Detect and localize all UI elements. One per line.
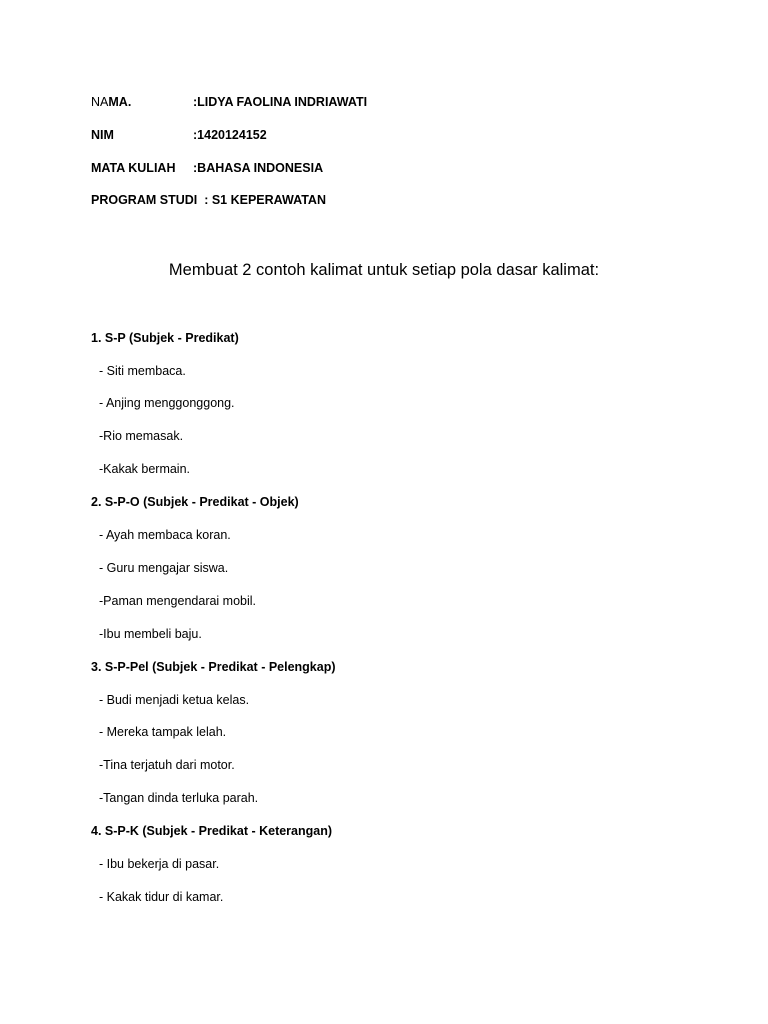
list-item: -Tangan dinda terluka parah. bbox=[99, 791, 259, 805]
program-studi-line: PROGRAM STUDI : S1 KEPERAWATAN bbox=[91, 193, 326, 207]
mata-kuliah-value: :BAHASA INDONESIA bbox=[193, 161, 324, 175]
page-title: Membuat 2 contoh kalimat untuk setiap pola dasar kalimat: bbox=[168, 261, 600, 279]
list-item: - Budi menjadi ketua kelas. bbox=[99, 693, 250, 707]
nama-label-part: NA bbox=[91, 95, 109, 109]
list-item: - Siti membaca. bbox=[99, 364, 186, 378]
list-item: -Kakak bermain. bbox=[99, 462, 191, 476]
list-item: -Rio memasak. bbox=[99, 429, 184, 443]
section-heading-3: 3. S-P-Pel (Subjek - Predikat - Pelengkap) bbox=[91, 660, 336, 674]
list-item: - Ibu bekerja di pasar. bbox=[99, 857, 220, 871]
list-item: -Tina terjatuh dari motor. bbox=[99, 758, 235, 772]
list-item: - Ayah membaca koran. bbox=[99, 528, 231, 542]
list-item: -Paman mengendarai mobil. bbox=[99, 594, 257, 608]
list-item: - Guru mengajar siswa. bbox=[99, 561, 229, 575]
list-item: - Anjing menggonggong. bbox=[99, 396, 235, 410]
mata-kuliah-label: MATA KULIAH bbox=[91, 161, 176, 175]
nama-label bbox=[91, 94, 131, 110]
section-heading-1: 1. S-P (Subjek - Predikat) bbox=[91, 331, 239, 345]
nim-value: :1420124152 bbox=[193, 128, 267, 142]
section-heading-4: 4. S-P-K (Subjek - Predikat - Keterangan) bbox=[91, 824, 333, 838]
nama-value: :LIDYA FAOLINA INDRIAWATI bbox=[193, 95, 368, 109]
section-heading-2: 2. S-P-O (Subjek - Predikat - Objek) bbox=[91, 495, 299, 509]
nama-label-bold-part: MA. bbox=[108, 95, 132, 109]
list-item: - Kakak tidur di kamar. bbox=[99, 890, 224, 904]
nim-label: NIM bbox=[91, 128, 114, 142]
list-item: - Mereka tampak lelah. bbox=[99, 725, 227, 739]
list-item: -Ibu membeli baju. bbox=[99, 627, 202, 641]
